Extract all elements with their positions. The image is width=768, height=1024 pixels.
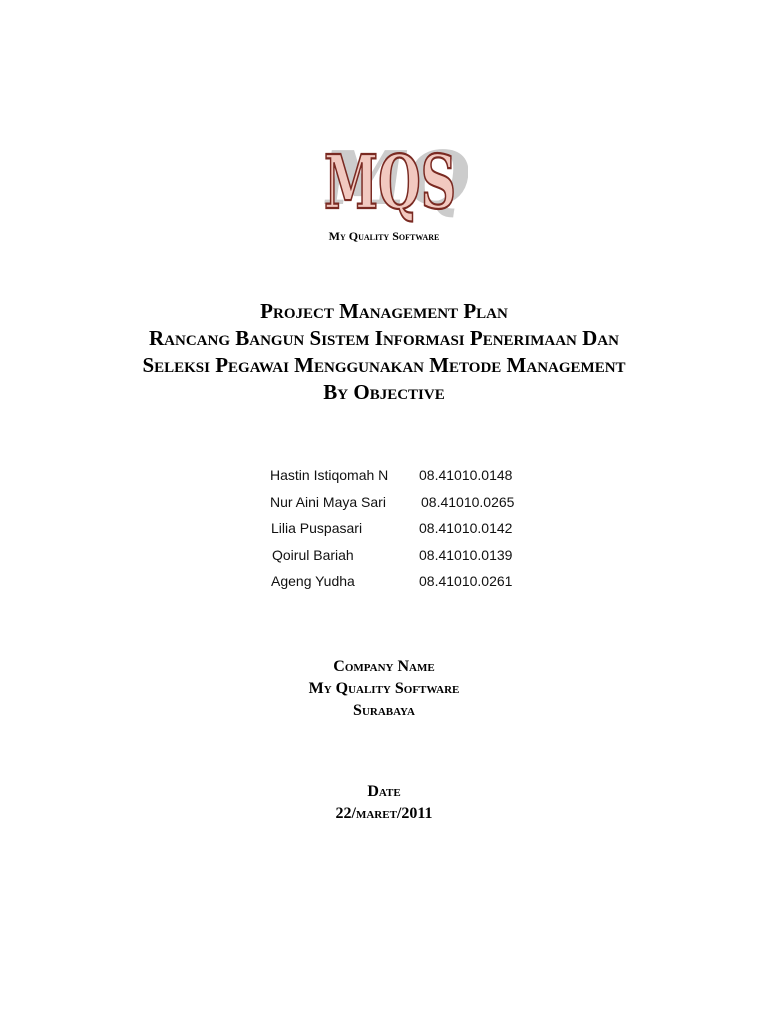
member-id: 08.41010.0261 [419, 573, 513, 589]
title-line: Project Management Plan [260, 299, 508, 323]
logo-tagline: My Quality Software [328, 229, 440, 243]
date-info [0, 781, 768, 825]
company-city: Surabaya [353, 702, 415, 719]
title-line: Seleksi Pegawai Menggunakan Metode Management [142, 353, 626, 377]
date-label: Date [367, 783, 401, 800]
document-title [60, 298, 708, 406]
title-line: By Objective [323, 380, 445, 404]
member-id: 08.41010.0265 [421, 493, 515, 510]
member-name: Qoirul Bariah [272, 546, 354, 563]
date-value: 22/maret/2011 [335, 805, 433, 822]
member-row [270, 547, 570, 574]
member-name: Hastin Istiqomah N [270, 467, 389, 483]
member-row [270, 467, 570, 494]
logo-text: MQS [324, 140, 456, 224]
member-row [270, 494, 570, 521]
member-name: Lilia Puspasari [271, 520, 363, 536]
company-name: My Quality Software [308, 680, 460, 697]
team-member-list [270, 467, 570, 600]
company-label: Company Name [333, 658, 435, 675]
member-name: Ageng Yudha [271, 573, 355, 589]
member-row [270, 573, 570, 600]
title-line: Rancang Bangun Sistem Informasi Penerimaan Dan [149, 326, 619, 350]
member-row [270, 520, 570, 547]
member-id: 08.41010.0142 [419, 520, 513, 536]
member-id: 08.41010.0139 [419, 546, 513, 563]
member-id: 08.41010.0148 [419, 467, 513, 483]
company-info [0, 656, 768, 722]
mqs-logo-icon [318, 112, 468, 224]
svg-text:MQS: MQS [318, 134, 468, 222]
member-name: Nur Aini Maya Sari [270, 493, 386, 510]
